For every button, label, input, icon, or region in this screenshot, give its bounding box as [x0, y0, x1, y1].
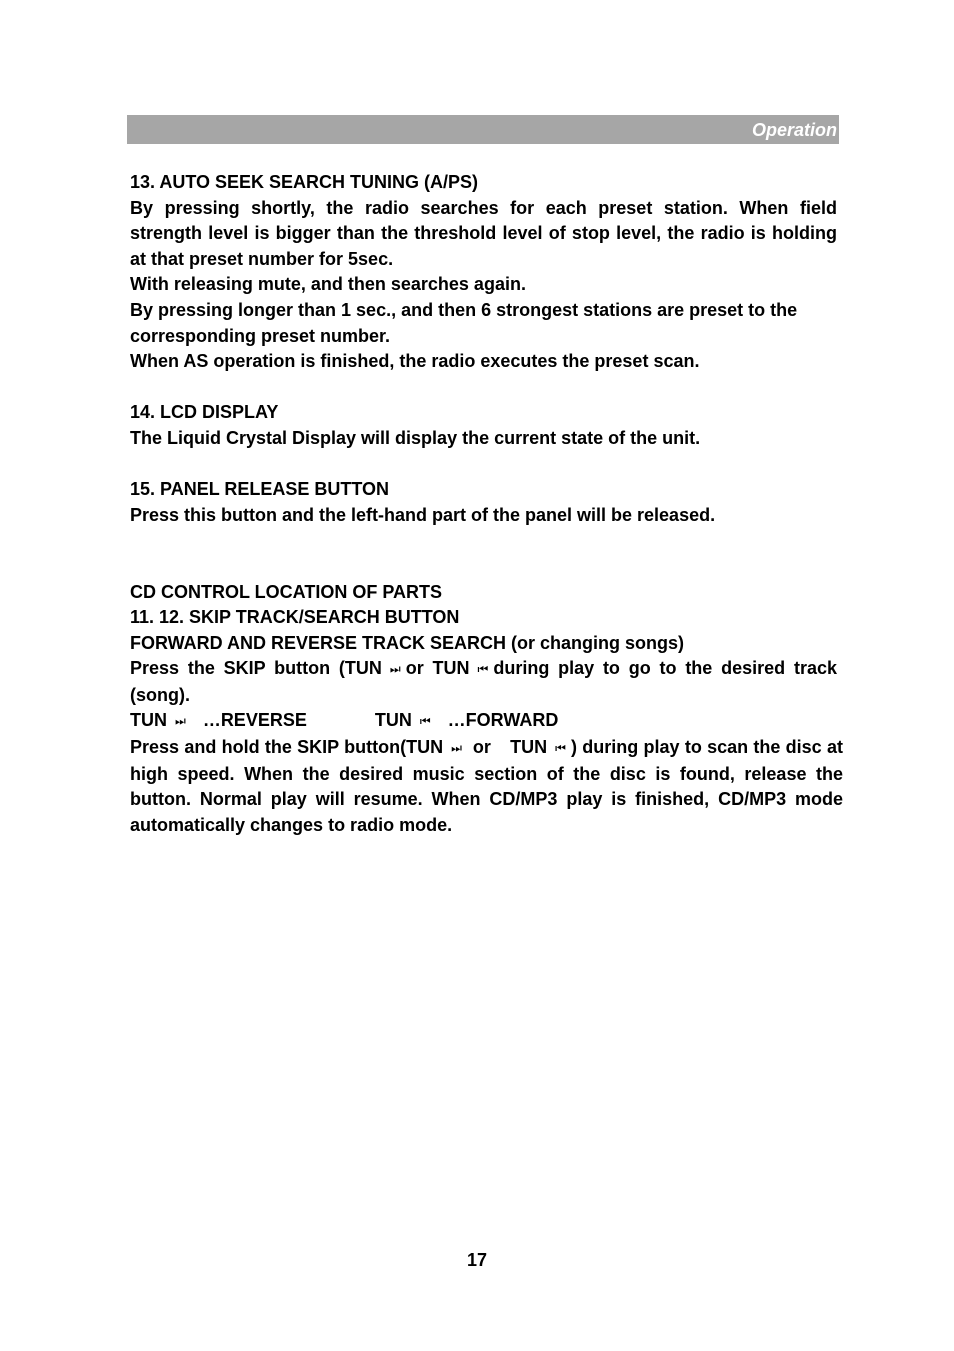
- tun-label-2: TUN: [374, 710, 412, 731]
- next-track-icon: ⏭: [389, 662, 398, 677]
- hold-text-a: Press and hold the SKIP button(TUN: [130, 737, 444, 758]
- sec15-title: 15. PANEL RELEASE BUTTON: [130, 479, 390, 500]
- previous-track-icon: ⏮: [555, 741, 563, 756]
- cd-title: CD CONTROL LOCATION OF PARTS: [130, 581, 442, 602]
- header-bar: [127, 115, 839, 144]
- cd-line1: FORWARD AND REVERSE TRACK SEARCH (or changing songs): [130, 632, 685, 653]
- spacer: [130, 452, 837, 478]
- reverse-label: …REVERSE: [202, 710, 307, 731]
- sec13-p1: By pressing shortly, the radio searches for each preset station. When field strength level is bigger than the threshold level of stop level, the radio is holding at that preset number for 5sec.: [130, 197, 837, 269]
- skip-text-a: Press the SKIP button (TUN: [130, 658, 382, 679]
- sec14-p1: The Liquid Crystal Display will display the current state of the unit.: [130, 427, 701, 448]
- next-track-icon: ⏭: [451, 741, 459, 756]
- skip-text-b: during play to go to the desired track (song).: [130, 658, 837, 705]
- sec13-title: 13. AUTO SEEK SEARCH TUNING (A/PS): [130, 172, 479, 192]
- sec13-p4: When AS operation is finished, the radio executes the preset scan.: [130, 351, 700, 372]
- sec13-p2: With releasing mute, and then searches again.: [130, 274, 526, 295]
- hold-text-or: or: [472, 737, 491, 758]
- page-number: 17: [466, 1250, 488, 1270]
- previous-track-icon: ⏮: [419, 714, 428, 729]
- hold-text-tun: TUN: [510, 737, 548, 758]
- sec15-p1: Press this button and the left-hand part of the panel will be released.: [130, 504, 716, 525]
- spacer: [130, 528, 837, 579]
- forward-label: …FORWARD: [447, 710, 559, 731]
- sec14-title: 14. LCD DISPLAY: [130, 402, 279, 423]
- page-content: [130, 170, 843, 838]
- cd-skip-paragraph: [130, 656, 837, 708]
- tun-label-1: TUN: [130, 710, 167, 731]
- hold-text-b: ) during play to scan the disc at high speed. When the desired music section of the disc is found, release the button. Normal play will resume. When CD/MP3 play is finished, CD/MP3 mode automatically changes to radio mode.: [130, 737, 843, 835]
- cd-subtitle: 11. 12. SKIP TRACK/SEARCH BUTTON: [130, 607, 460, 628]
- sec13-p3: By pressing longer than 1 sec., and then 6 strongest stations are preset to the corresponding preset number.: [130, 299, 798, 346]
- skip-text-or: or TUN: [405, 658, 470, 679]
- section-title: Operation: [751, 120, 837, 140]
- cd-hold-paragraph: [130, 735, 843, 838]
- cd-direction-line: [130, 708, 837, 735]
- next-track-icon: ⏭: [175, 714, 183, 729]
- spacer: [130, 375, 837, 401]
- previous-track-icon: ⏮: [477, 662, 486, 677]
